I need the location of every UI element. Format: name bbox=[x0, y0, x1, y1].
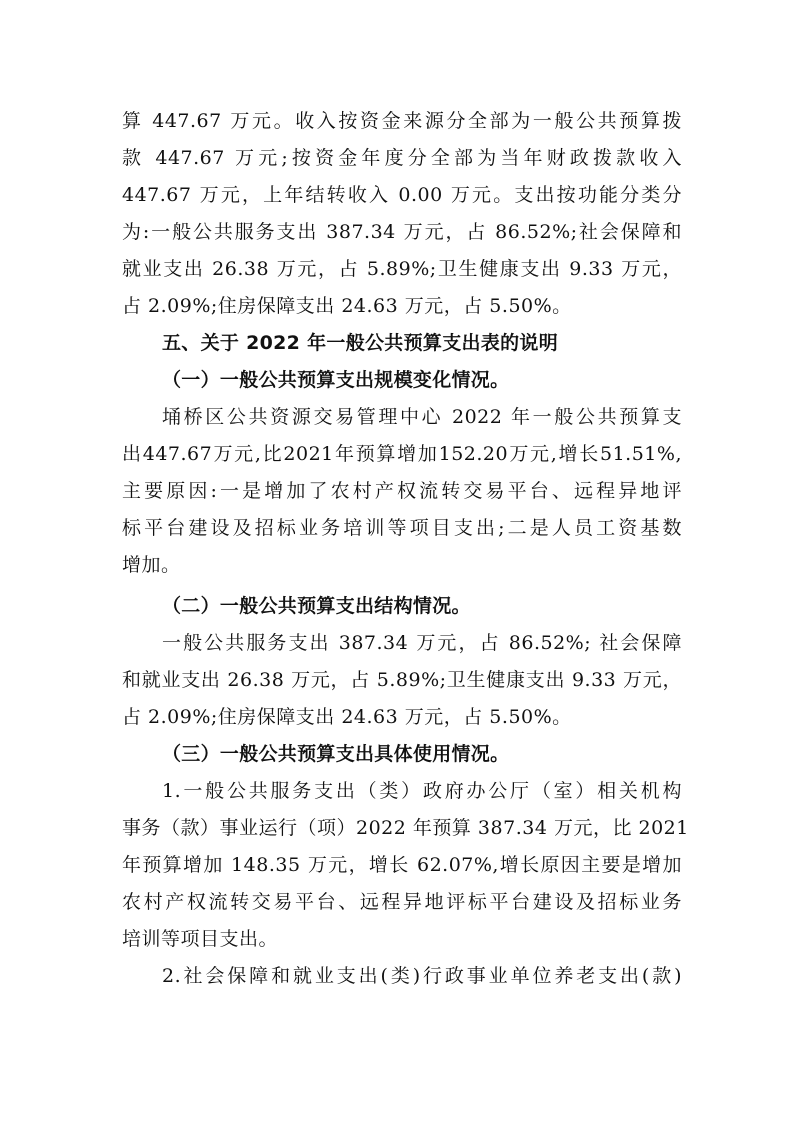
paragraph-line: 事务（款）事业运行（项）2022 年预算 387.34 万元，比 2021 bbox=[122, 817, 689, 839]
paragraph-line: 2.社会保障和就业支出(类)行政事业单位养老支出(款) bbox=[162, 965, 682, 987]
paragraph-line: 就业支出 26.38 万元，占 5.89%;卫生健康支出 9.33 万元， bbox=[122, 258, 682, 280]
paragraph-line: 为:一般公共服务支出 387.34 万元，占 86.52%;社会保障和 bbox=[122, 221, 682, 243]
paragraph-line: 埇桥区公共资源交易管理中心 2022 年一般公共预算支 bbox=[162, 406, 682, 428]
section-heading: 五、关于 2022 年一般公共预算支出表的说明 bbox=[162, 332, 559, 354]
paragraph-line: 培训等项目支出。 bbox=[122, 928, 279, 950]
paragraph-line: 年预算增加 148.35 万元，增长 62.07%,增长原因主要是增加 bbox=[122, 854, 682, 876]
paragraph-line: 和就业支出 26.38 万元，占 5.89%;卫生健康支出 9.33 万元， bbox=[122, 669, 682, 691]
paragraph-line: 标平台建设及招标业务培训等项目支出;二是人员工资基数 bbox=[122, 517, 682, 539]
paragraph-line: 增加。 bbox=[122, 554, 181, 576]
paragraph-line: 占 2.09%;住房保障支出 24.63 万元，占 5.50%。 bbox=[122, 295, 572, 317]
paragraph-line: 出447.67万元,比2021年预算增加152.20万元,增长51.51%, bbox=[122, 443, 682, 465]
subsection-heading: （一）一般公共预算支出规模变化情况。 bbox=[162, 369, 510, 391]
paragraph-line: 1.一般公共服务支出（类）政府办公厅（室）相关机构 bbox=[162, 780, 682, 802]
paragraph-line: 算 447.67 万元。收入按资金来源分全部为一般公共预算拨 bbox=[122, 110, 682, 132]
subsection-heading: （三）一般公共预算支出具体使用情况。 bbox=[162, 743, 510, 765]
paragraph-line: 主要原因:一是增加了农村产权流转交易平台、远程异地评 bbox=[122, 480, 682, 502]
paragraph-line: 占 2.09%;住房保障支出 24.63 万元，占 5.50%。 bbox=[122, 706, 572, 728]
paragraph-line: 农村产权流转交易平台、远程异地评标平台建设及招标业务 bbox=[122, 891, 682, 913]
subsection-heading: （二）一般公共预算支出结构情况。 bbox=[162, 595, 471, 617]
paragraph-line: 一般公共服务支出 387.34 万元，占 86.52%; 社会保障 bbox=[162, 632, 682, 654]
paragraph-line: 款 447.67 万元;按资金年度分全部为当年财政拨款收入 bbox=[122, 147, 682, 169]
paragraph-line: 447.67 万元，上年结转收入 0.00 万元。支出按功能分类分 bbox=[122, 184, 682, 206]
